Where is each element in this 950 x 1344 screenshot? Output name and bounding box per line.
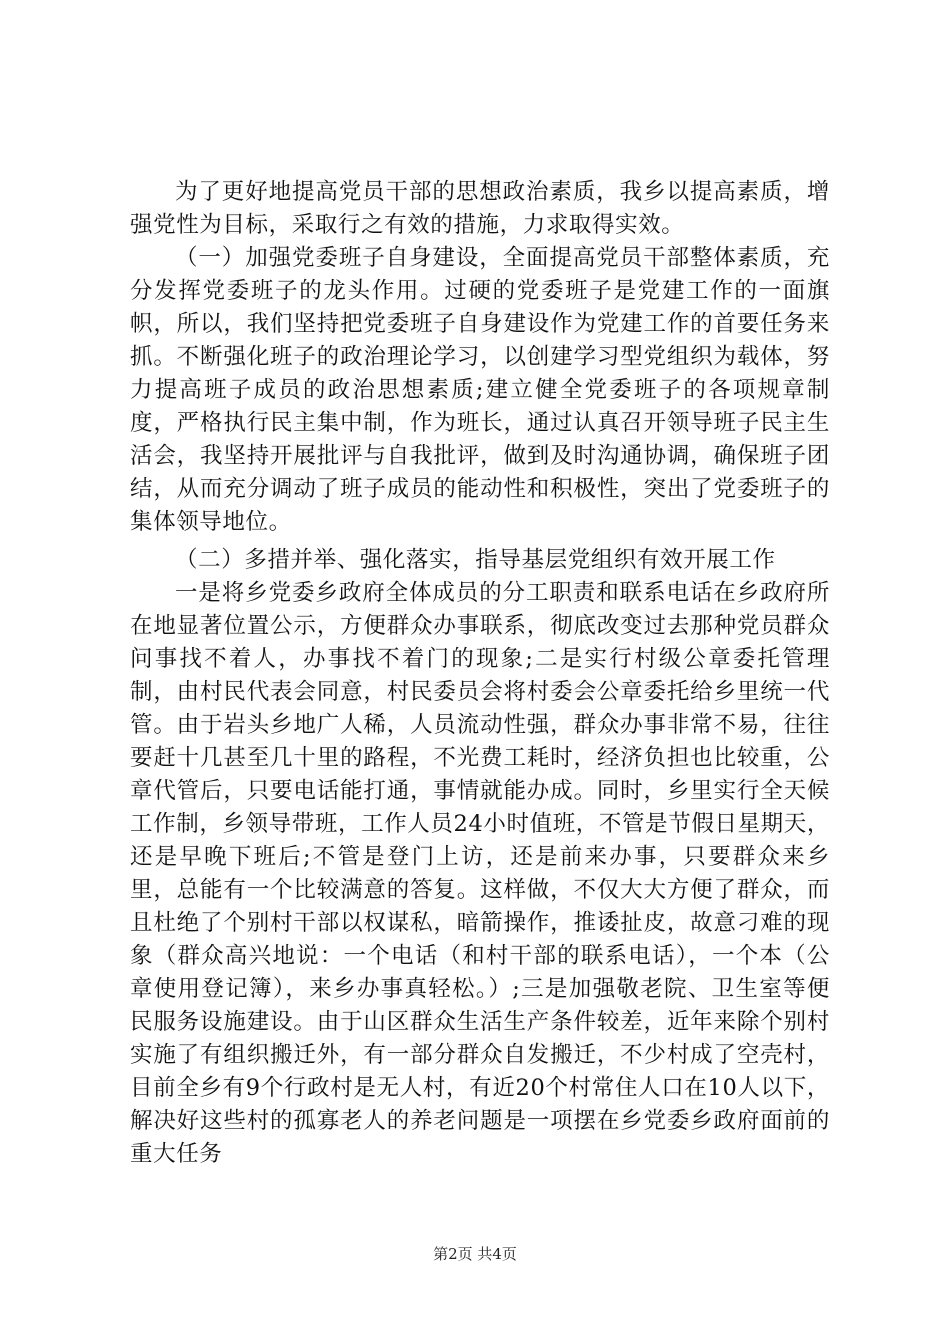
paragraph-section-one: （一）加强党委班子自身建设，全面提高党员干部整体素质，充分发挥党委班子的龙头作用。过硬的党委班子是党建工作的一面旗帜，所以，我们坚持把党委班子自身建设作为党建工作的首要任务来抓。不断强化班子的政治理论学习，以创建学习型党组织为载体，努力提高班子成员的政治思想素质;建立健全党委班子的各项规章制度，严格执行民主集中制，作为班长，通过认真召开领导班子民主生活会，我坚持开展批评与自我批评，做到及时沟通协调，确保班子团结，从而充分调动了班子成员的能动性和积极性，突出了党委班子的集体领导地位。 bbox=[130, 245, 830, 535]
paragraph-intro: 为了更好地提高党员干部的思想政治素质，我乡以提高素质，增强党性为目标，采取行之有效的措施，力求取得实效。 bbox=[130, 179, 830, 238]
text-block-bottom bbox=[130, 544, 830, 1171]
paragraph-section-two-body: 一是将乡党委乡政府全体成员的分工职责和联系电话在乡政府所在地显著位置公示，方便群众办事联系，彻底改变过去那种党员群众问事找不着人，办事找不着门的现象;二是实行村级公章委托管理制，由村民代表会同意，村民委员会将村委会公章委托给乡里统一代管。由于岩头乡地广人稀，人员流动性强，群众办事非常不易，往往要赶十几甚至几十里的路程，不光费工耗时，经济负担也比较重，公章代管后，只要电话能打通，事情就能办成。同时，乡里实行全天候工作制，乡领导带班，工作人员24小时值班，不管是节假日星期天，还是早晚下班后;不管是登门上访，还是前来办事，只要群众来乡里，总能有一个比较满意的答复。这样做，不仅大大方便了群众，而且杜绝了个别村干部以权谋私，暗箭操作，推诿扯皮，故意刁难的现象（群众高兴地说：一个电话（和村干部的联系电话），一个本（公章使用登记簿），来乡办事真轻松。）;三是加强敬老院、卫生室等便民服务设施建设。由于山区群众生活生产条件较差，近年来除个别村实施了有组织搬迁外，有一部分群众自发搬迁，不少村成了空壳村，目前全乡有9个行政村是无人村，有近20个村常住人口在10人以下，解决好这些村的孤寡老人的养老问题是一项摆在乡党委乡政府面前的重大任务 bbox=[130, 580, 830, 1167]
paragraph-section-two-heading: （二）多措并举、强化落实，指导基层党组织有效开展工作 bbox=[175, 547, 776, 573]
text-block-top bbox=[130, 176, 830, 539]
page-number-footer: 第2页 共4页 bbox=[433, 1245, 517, 1263]
